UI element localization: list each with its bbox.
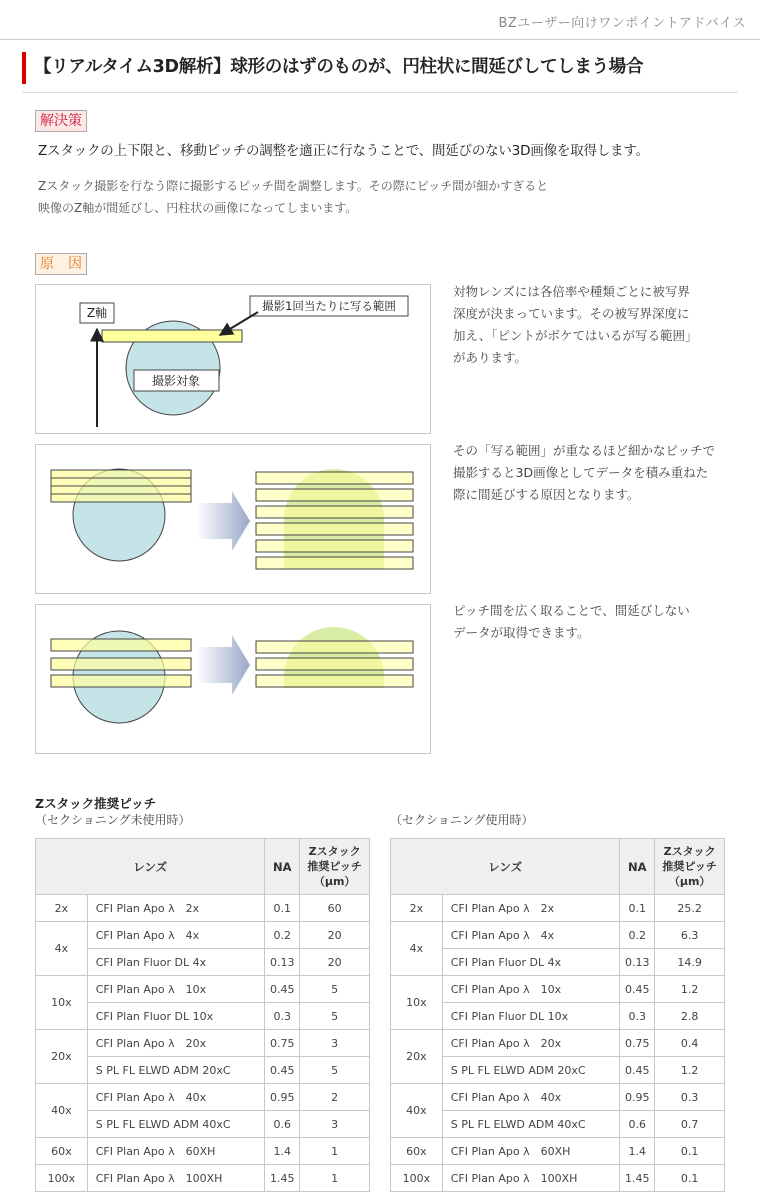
- note-fine-pitch: その「写る範囲」が重なるほど細かなピッチで 撮影すると3D画像としてデータを積み重ねた 際に間延びする原因となります。: [453, 443, 716, 502]
- pitch-cell: 1: [300, 1165, 370, 1192]
- diagram-depth-of-field: [35, 284, 431, 434]
- lens-cell: S PL FL ELWD ADM 20xC: [442, 1057, 620, 1084]
- na-cell: 0.95: [265, 1084, 300, 1111]
- na-cell: 0.13: [265, 949, 300, 976]
- solution-desc-line1: Ζスタック撮影を行なう際に撮影するピッチ間を調整します。その際にピッチ間が細かすぎると: [38, 179, 549, 193]
- pitch-cell: 2.8: [655, 1003, 725, 1030]
- pitch-cell: 0.7: [655, 1111, 725, 1138]
- na-cell: 1.4: [265, 1138, 300, 1165]
- magnification-cell: 100x: [391, 1165, 443, 1192]
- lens-cell: CFI Plan Apo λ 60XH: [87, 1138, 265, 1165]
- table-row: [36, 1138, 370, 1165]
- lens-cell: CFI Plan Fluor DL 10x: [442, 1003, 620, 1030]
- solution-lead: Ζスタックの上下限と、移動ピッチの調整を適正に行なうことで、間延びのない3D画像を取得します。: [38, 143, 649, 159]
- table-row: [36, 1030, 370, 1057]
- note-wide-pitch: ピッチ間を広く取ることで、間延びしない データが取得できます。: [453, 603, 690, 640]
- na-cell: 0.1: [265, 895, 300, 922]
- na-cell: 1.4: [620, 1138, 655, 1165]
- na-cell: 0.13: [620, 949, 655, 976]
- table-row: [36, 976, 370, 1003]
- diagram-fine-pitch: [35, 444, 431, 594]
- table-row: [391, 1138, 725, 1165]
- magnification-cell: 60x: [36, 1138, 88, 1165]
- transition-arrow: [196, 491, 250, 551]
- magnification-cell: 10x: [36, 976, 88, 1030]
- lens-header: レンズ: [36, 839, 265, 895]
- pitch-cell: 14.9: [655, 949, 725, 976]
- magnification-cell: 60x: [391, 1138, 443, 1165]
- title-divider: [22, 92, 738, 93]
- na-cell: 0.3: [620, 1003, 655, 1030]
- cause-tag: 原 因: [35, 253, 87, 275]
- pitch-cell: 5: [300, 976, 370, 1003]
- table-row: [36, 922, 370, 949]
- na-cell: 0.45: [620, 976, 655, 1003]
- table-row: [36, 895, 370, 922]
- table-row: [391, 895, 725, 922]
- right-table-caption: （セクショニング使用時）: [390, 813, 534, 827]
- lens-cell: CFI Plan Apo λ 20x: [442, 1030, 620, 1057]
- table-row: [36, 1165, 370, 1192]
- range-label: 撮影1回当たりに写る範囲: [262, 299, 396, 313]
- na-cell: 0.45: [265, 976, 300, 1003]
- magnification-cell: 2x: [391, 895, 443, 922]
- pitch-cell: 0.1: [655, 1138, 725, 1165]
- pitch-cell: 20: [300, 949, 370, 976]
- lens-cell: CFI Plan Fluor DL 4x: [442, 949, 620, 976]
- magnification-cell: 10x: [391, 976, 443, 1030]
- pitch-cell: 5: [300, 1003, 370, 1030]
- pitch-table-no-sectioning: [35, 838, 370, 1192]
- table-row: [391, 976, 725, 1003]
- na-cell: 0.45: [620, 1057, 655, 1084]
- lens-cell: CFI Plan Fluor DL 4x: [87, 949, 265, 976]
- lens-cell: S PL FL ELWD ADM 40xC: [442, 1111, 620, 1138]
- lens-cell: CFI Plan Apo λ 100XH: [442, 1165, 620, 1192]
- lens-cell: CFI Plan Apo λ 40x: [442, 1084, 620, 1111]
- depth-range-band: [102, 330, 242, 342]
- na-cell: 0.2: [265, 922, 300, 949]
- pitch-header: Zスタック 推奨ピッチ （μm）: [300, 839, 370, 895]
- na-cell: 0.6: [620, 1111, 655, 1138]
- na-cell: 0.1: [620, 895, 655, 922]
- lens-cell: S PL FL ELWD ADM 40xC: [87, 1111, 265, 1138]
- note-depth-of-field: 対物レンズには各倍率や種類ごとに被写界 深度が決まっています。その被写界深度に 加え、「ピントがボケてはいるが写る範囲」 があります。: [453, 284, 698, 365]
- lens-cell: CFI Plan Apo λ 20x: [87, 1030, 265, 1057]
- magnification-cell: 2x: [36, 895, 88, 922]
- lens-cell: CFI Plan Apo λ 4x: [87, 922, 265, 949]
- na-cell: 1.45: [620, 1165, 655, 1192]
- magnification-cell: 40x: [36, 1084, 88, 1138]
- solution-tag: 解決策: [35, 110, 87, 132]
- lens-cell: CFI Plan Apo λ 10x: [442, 976, 620, 1003]
- table-row: [391, 1030, 725, 1057]
- pitch-cell: 0.4: [655, 1030, 725, 1057]
- lens-cell: CFI Plan Apo λ 100XH: [87, 1165, 265, 1192]
- lens-cell: CFI Plan Apo λ 40x: [87, 1084, 265, 1111]
- pitch-cell: 20: [300, 922, 370, 949]
- pitch-table-sectioning: [390, 838, 725, 1192]
- magnification-cell: 20x: [36, 1030, 88, 1084]
- object-label: 撮影対象: [151, 374, 201, 388]
- lens-cell: CFI Plan Apo λ 2x: [87, 895, 265, 922]
- pitch-cell: 1.2: [655, 1057, 725, 1084]
- pitch-cell: 0.3: [655, 1084, 725, 1111]
- lens-cell: CFI Plan Apo λ 10x: [87, 976, 265, 1003]
- magnification-cell: 100x: [36, 1165, 88, 1192]
- magnification-cell: 4x: [36, 922, 88, 976]
- na-cell: 0.75: [620, 1030, 655, 1057]
- pitch-cell: 6.3: [655, 922, 725, 949]
- na-cell: 0.75: [265, 1030, 300, 1057]
- na-cell: 0.6: [265, 1111, 300, 1138]
- magnification-cell: 40x: [391, 1084, 443, 1138]
- table-row: [391, 1165, 725, 1192]
- table-section-title: Zスタック推奨ピッチ: [35, 796, 157, 811]
- lens-cell: CFI Plan Apo λ 2x: [442, 895, 620, 922]
- na-cell: 1.45: [265, 1165, 300, 1192]
- page-title: 【リアルタイム3D解析】球形のはずのものが、円柱状に間延びしてしまう場合: [22, 52, 742, 84]
- lens-cell: CFI Plan Fluor DL 10x: [87, 1003, 265, 1030]
- na-cell: 0.3: [265, 1003, 300, 1030]
- na-header: NA: [265, 839, 300, 895]
- solution-desc-line2: 映像のZ軸が間延びし、円柱状の画像になってしまいます。: [38, 201, 358, 215]
- table-row: [391, 922, 725, 949]
- pitch-cell: 60: [300, 895, 370, 922]
- left-table-caption: （セクショニング未使用時）: [35, 813, 191, 827]
- pitch-cell: 3: [300, 1111, 370, 1138]
- pitch-cell: 0.1: [655, 1165, 725, 1192]
- na-cell: 0.95: [620, 1084, 655, 1111]
- pitch-cell: 5: [300, 1057, 370, 1084]
- z-axis-label: Z軸: [86, 306, 108, 320]
- magnification-cell: 20x: [391, 1030, 443, 1084]
- magnification-cell: 4x: [391, 922, 443, 976]
- series-label: BZユーザー向けワンポイントアドバイス: [498, 16, 746, 31]
- lens-cell: CFI Plan Apo λ 4x: [442, 922, 620, 949]
- pitch-cell: 25.2: [655, 895, 725, 922]
- lens-header: レンズ: [391, 839, 620, 895]
- table-row: [391, 1084, 725, 1111]
- na-cell: 0.2: [620, 922, 655, 949]
- lens-cell: CFI Plan Apo λ 60XH: [442, 1138, 620, 1165]
- pitch-cell: 1.2: [655, 976, 725, 1003]
- pitch-cell: 1: [300, 1138, 370, 1165]
- na-cell: 0.45: [265, 1057, 300, 1084]
- pitch-header: Zスタック 推奨ピッチ （μm）: [655, 839, 725, 895]
- diagram-wide-pitch: [35, 604, 431, 754]
- pitch-cell: 2: [300, 1084, 370, 1111]
- na-header: NA: [620, 839, 655, 895]
- pitch-cell: 3: [300, 1030, 370, 1057]
- top-bar: [0, 0, 760, 40]
- lens-cell: S PL FL ELWD ADM 20xC: [87, 1057, 265, 1084]
- table-row: [36, 1084, 370, 1111]
